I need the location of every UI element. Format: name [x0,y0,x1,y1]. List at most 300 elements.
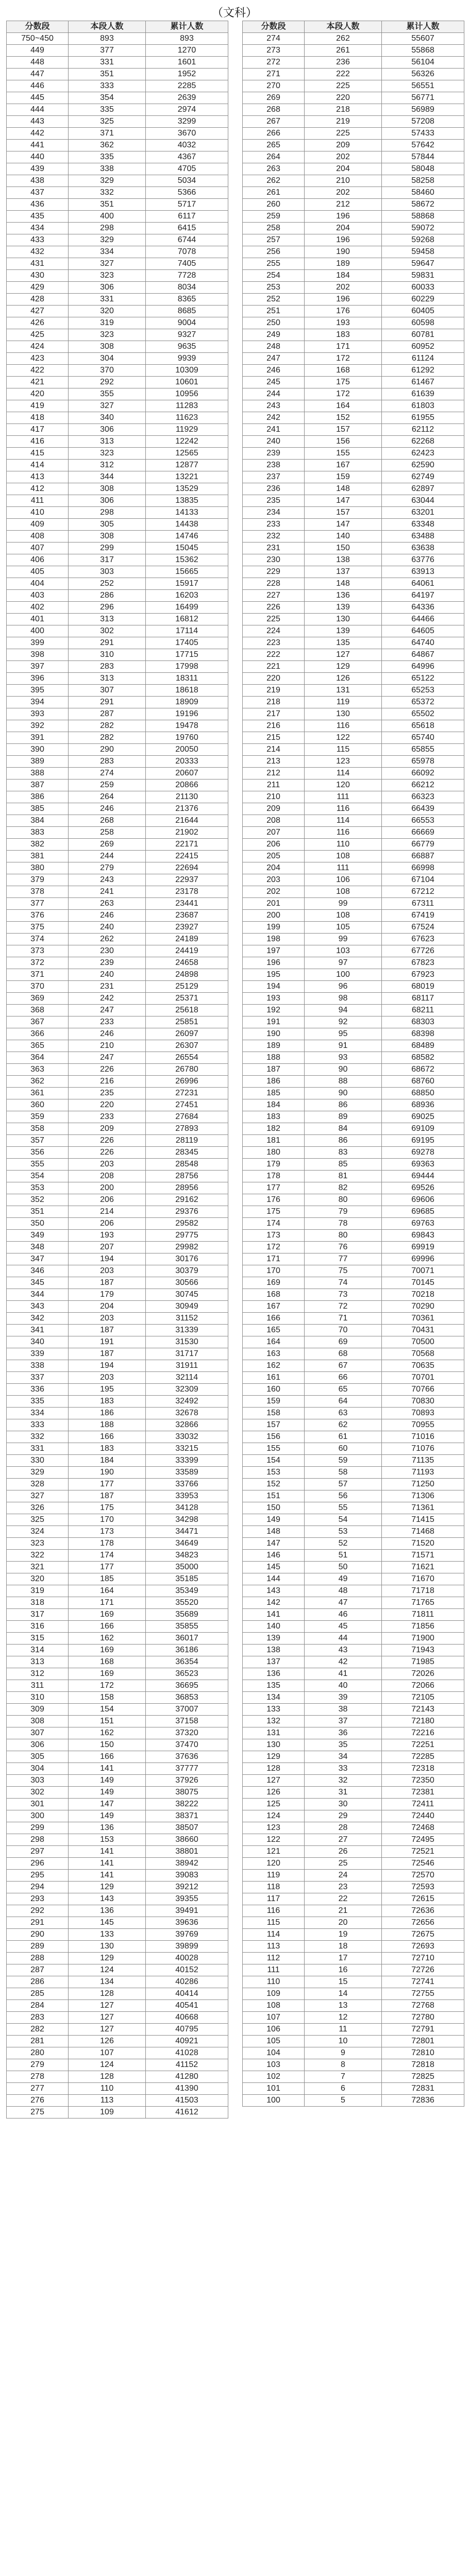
cell-count: 247 [69,1052,146,1064]
cell-score: 265 [243,140,305,151]
cell-score: 223 [243,637,305,649]
cell-cumulative: 71811 [382,1609,464,1621]
cell-count: 140 [305,531,382,543]
table-row [7,1016,228,1028]
cell-cumulative: 60952 [382,341,464,353]
table-row [243,543,464,554]
cell-score: 292 [7,1905,69,1917]
cell-count: 127 [305,649,382,661]
cell-cumulative: 63913 [382,566,464,578]
table-row [243,1360,464,1372]
cell-score: 204 [243,862,305,874]
cell-cumulative: 72105 [382,1692,464,1704]
table-row [7,436,228,448]
cell-count: 184 [305,270,382,282]
table-row [243,507,464,519]
table-row [7,1763,228,1775]
cell-cumulative: 28956 [146,1182,228,1194]
cell-cumulative: 39355 [146,1893,228,1905]
cell-count: 148 [305,578,382,590]
cell-count: 287 [69,708,146,720]
cell-count: 313 [69,436,146,448]
cell-cumulative: 10956 [146,388,228,400]
cell-count: 150 [305,543,382,554]
table-row [243,471,464,483]
cell-score: 106 [243,2024,305,2036]
table-row [7,306,228,317]
cell-cumulative: 65372 [382,697,464,708]
table-row [7,187,228,199]
cell-score: 371 [7,969,69,981]
cell-score: 233 [243,519,305,531]
cell-cumulative: 67104 [382,874,464,886]
cell-count: 207 [69,1242,146,1253]
cell-score: 206 [243,839,305,851]
cell-score: 264 [243,151,305,163]
cell-count: 115 [305,744,382,756]
cell-count: 216 [69,1076,146,1088]
cell-score: 125 [243,1799,305,1810]
cell-score: 148 [243,1526,305,1538]
cell-count: 61 [305,1431,382,1443]
cell-score: 162 [243,1360,305,1372]
cell-cumulative: 24898 [146,969,228,981]
table-row [243,578,464,590]
cell-score: 367 [7,1016,69,1028]
cell-count: 123 [305,756,382,768]
cell-count: 203 [69,1265,146,1277]
cell-cumulative: 15045 [146,543,228,554]
cell-score: 304 [7,1763,69,1775]
table-row [243,1230,464,1242]
table-row [7,388,228,400]
table-row [7,2059,228,2071]
table-row [243,1277,464,1289]
cell-score: 215 [243,732,305,744]
cell-cumulative: 69363 [382,1159,464,1171]
cell-score: 323 [7,1538,69,1550]
cell-cumulative: 41503 [146,2095,228,2107]
cell-count: 304 [69,353,146,365]
table-row [7,827,228,839]
cell-score: 390 [7,744,69,756]
cell-cumulative: 65978 [382,756,464,768]
cell-count: 183 [69,1396,146,1408]
cell-cumulative: 17405 [146,637,228,649]
cell-score: 321 [7,1562,69,1573]
cell-count: 6 [305,2083,382,2095]
cell-count: 262 [69,934,146,945]
cell-cumulative: 4032 [146,140,228,151]
cell-score: 360 [7,1099,69,1111]
cell-count: 34 [305,1751,382,1763]
cell-count: 225 [305,80,382,92]
cell-cumulative: 72780 [382,2012,464,2024]
cell-count: 152 [305,412,382,424]
cell-cumulative: 28756 [146,1171,228,1182]
cell-count: 116 [305,827,382,839]
cell-score: 349 [7,1230,69,1242]
cell-count: 233 [69,1111,146,1123]
cell-score: 423 [7,353,69,365]
cell-cumulative: 21902 [146,827,228,839]
cell-score: 109 [243,1988,305,2000]
cell-cumulative: 70955 [382,1419,464,1431]
cell-cumulative: 61803 [382,400,464,412]
cell-count: 52 [305,1538,382,1550]
cell-cumulative: 63201 [382,507,464,519]
cell-score: 228 [243,578,305,590]
cell-count: 74 [305,1277,382,1289]
table-row [243,1680,464,1692]
cell-score: 210 [243,791,305,803]
cell-cumulative: 66092 [382,768,464,779]
table-row [243,282,464,294]
cell-score: 110 [243,1976,305,1988]
cell-count: 108 [305,886,382,898]
table-row [243,957,464,969]
cell-cumulative: 36017 [146,1633,228,1645]
table-row [7,1230,228,1242]
cell-cumulative: 13221 [146,471,228,483]
table-row [7,1704,228,1716]
cell-score: 319 [7,1585,69,1597]
cell-cumulative: 14133 [146,507,228,519]
cell-cumulative: 21376 [146,803,228,815]
cell-score: 219 [243,685,305,697]
cell-cumulative: 69526 [382,1182,464,1194]
cell-cumulative: 35349 [146,1585,228,1597]
table-row [7,1573,228,1585]
cell-cumulative: 3299 [146,116,228,128]
table-row [243,1040,464,1052]
table-row [243,234,464,246]
table-row [243,1573,464,1585]
table-row [243,1289,464,1301]
table-row [7,1467,228,1479]
cell-count: 351 [69,69,146,80]
cell-cumulative: 25129 [146,981,228,993]
cell-score: 183 [243,1111,305,1123]
cell-cumulative: 68303 [382,1016,464,1028]
cell-score: 137 [243,1656,305,1668]
cell-score: 102 [243,2071,305,2083]
cell-count: 177 [69,1562,146,1573]
cell-cumulative: 34823 [146,1550,228,1562]
cell-cumulative: 71900 [382,1633,464,1645]
cell-score: 147 [243,1538,305,1550]
cell-cumulative: 13835 [146,495,228,507]
cell-cumulative: 72216 [382,1727,464,1739]
cell-count: 13 [305,2000,382,2012]
cell-score: 282 [7,2024,69,2036]
cell-count: 308 [69,341,146,353]
table-row [243,1514,464,1526]
cell-cumulative: 56104 [382,57,464,69]
cell-score: 297 [7,1846,69,1858]
cell-cumulative: 72468 [382,1822,464,1834]
cell-count: 12 [305,2012,382,2024]
cell-cumulative: 66779 [382,839,464,851]
cell-cumulative: 26554 [146,1052,228,1064]
cell-count: 186 [69,1408,146,1419]
cell-score: 198 [243,934,305,945]
cell-score: 163 [243,1348,305,1360]
table-row [7,377,228,388]
cell-score: 136 [243,1668,305,1680]
cell-score: 155 [243,1443,305,1455]
table-row [243,2071,464,2083]
cell-count: 41 [305,1668,382,1680]
cell-score: 394 [7,697,69,708]
table-row [243,1727,464,1739]
table-row [243,258,464,270]
table-row [7,803,228,815]
cell-score: 376 [7,910,69,922]
cell-cumulative: 29162 [146,1194,228,1206]
cell-score: 226 [243,602,305,614]
cell-score: 256 [243,246,305,258]
cell-cumulative: 70893 [382,1408,464,1419]
cell-score: 440 [7,151,69,163]
table-row [7,1870,228,1882]
cell-score: 187 [243,1064,305,1076]
cell-score: 262 [243,175,305,187]
cell-score: 253 [243,282,305,294]
table-row [7,1076,228,1088]
cell-cumulative: 27684 [146,1111,228,1123]
cell-score: 307 [7,1727,69,1739]
cell-count: 274 [69,768,146,779]
table-row [7,768,228,779]
table-row [243,637,464,649]
cell-cumulative: 18618 [146,685,228,697]
cell-cumulative: 69843 [382,1230,464,1242]
cell-score: 290 [7,1929,69,1941]
cell-count: 136 [69,1822,146,1834]
cell-cumulative: 71306 [382,1490,464,1502]
cell-cumulative: 24658 [146,957,228,969]
cell-score: 377 [7,898,69,910]
cell-count: 134 [69,1976,146,1988]
cell-count: 194 [69,1253,146,1265]
cell-count: 27 [305,1834,382,1846]
cell-score: 330 [7,1455,69,1467]
cell-score: 412 [7,483,69,495]
cell-cumulative: 10309 [146,365,228,377]
cell-cumulative: 58048 [382,163,464,175]
cell-count: 111 [305,862,382,874]
cell-count: 116 [305,803,382,815]
cell-score: 166 [243,1313,305,1325]
cell-cumulative: 57433 [382,128,464,140]
cell-count: 323 [69,448,146,460]
table-row [243,661,464,673]
cell-count: 50 [305,1562,382,1573]
table-row [7,1941,228,1953]
table-row [7,993,228,1005]
cell-score: 361 [7,1088,69,1099]
cell-count: 225 [305,128,382,140]
cell-score: 245 [243,377,305,388]
table-row [7,1562,228,1573]
cell-score: 260 [243,199,305,211]
cell-cumulative: 22937 [146,874,228,886]
cell-cumulative: 57208 [382,116,464,128]
cell-score: 284 [7,2000,69,2012]
cell-count: 241 [69,886,146,898]
cell-count: 308 [69,483,146,495]
cell-score: 255 [243,258,305,270]
cell-count: 122 [305,732,382,744]
cell-count: 156 [305,436,382,448]
cell-cumulative: 20333 [146,756,228,768]
cell-score: 356 [7,1147,69,1159]
table-row [243,1799,464,1810]
cell-cumulative: 64466 [382,614,464,625]
cell-count: 136 [305,590,382,602]
cell-count: 203 [69,1159,146,1171]
table-row [243,377,464,388]
table-row [243,708,464,720]
cell-score: 373 [7,945,69,957]
table-row [7,578,228,590]
cell-score: 268 [243,104,305,116]
cell-cumulative: 64740 [382,637,464,649]
cell-cumulative: 64061 [382,578,464,590]
cell-count: 329 [69,234,146,246]
cell-score: 340 [7,1336,69,1348]
cell-score: 419 [7,400,69,412]
table-row [7,1088,228,1099]
table-row [7,1633,228,1645]
table-row [243,175,464,187]
cell-cumulative: 40668 [146,2012,228,2024]
cell-cumulative: 34649 [146,1538,228,1550]
table-row [7,1147,228,1159]
cell-count: 110 [305,839,382,851]
cell-cumulative: 72818 [382,2059,464,2071]
cell-count: 344 [69,471,146,483]
cell-score: 203 [243,874,305,886]
cell-cumulative: 71670 [382,1573,464,1585]
cell-cumulative: 22171 [146,839,228,851]
table-row [243,531,464,543]
cell-count: 37 [305,1716,382,1727]
table-row [243,969,464,981]
table-row [243,1656,464,1668]
table-row [7,412,228,424]
cell-cumulative: 11623 [146,412,228,424]
cell-score: 173 [243,1230,305,1242]
table-row [7,1277,228,1289]
cell-cumulative: 71415 [382,1514,464,1526]
cell-count: 183 [305,329,382,341]
cell-score: 441 [7,140,69,151]
cell-count: 187 [69,1348,146,1360]
cell-score: 118 [243,1882,305,1893]
table-row [243,1988,464,2000]
table-row [243,1953,464,1964]
cell-score: 160 [243,1384,305,1396]
cell-cumulative: 13529 [146,483,228,495]
table-row [243,862,464,874]
cell-cumulative: 14746 [146,531,228,543]
cell-score: 214 [243,744,305,756]
cell-score: 425 [7,329,69,341]
table-row [7,779,228,791]
cell-score: 101 [243,2083,305,2095]
cell-cumulative: 40795 [146,2024,228,2036]
cell-cumulative: 39636 [146,1917,228,1929]
cell-score: 135 [243,1680,305,1692]
cell-count: 90 [305,1064,382,1076]
cell-score: 369 [7,993,69,1005]
cell-cumulative: 71856 [382,1621,464,1633]
table-row [7,128,228,140]
cell-cumulative: 2639 [146,92,228,104]
table-row [243,602,464,614]
cell-score: 405 [7,566,69,578]
cell-cumulative: 22415 [146,851,228,862]
table-row [7,1680,228,1692]
cell-cumulative: 72495 [382,1834,464,1846]
table-row [243,199,464,211]
cell-cumulative: 63638 [382,543,464,554]
cell-cumulative: 27893 [146,1123,228,1135]
table-row [243,329,464,341]
cell-cumulative: 71765 [382,1597,464,1609]
cell-count: 30 [305,1799,382,1810]
cell-score: 175 [243,1206,305,1218]
cell-cumulative: 72726 [382,1964,464,1976]
cell-cumulative: 31339 [146,1325,228,1336]
cell-count: 113 [69,2095,146,2107]
cell-cumulative: 62897 [382,483,464,495]
table-row [7,1479,228,1490]
table-row [7,1253,228,1265]
cell-count: 235 [69,1088,146,1099]
cell-cumulative: 15917 [146,578,228,590]
table-row [243,1502,464,1514]
cell-count: 23 [305,1882,382,1893]
table-row [243,1562,464,1573]
cell-score: 257 [243,234,305,246]
cell-cumulative: 72546 [382,1858,464,1870]
cell-score: 194 [243,981,305,993]
table-row [243,140,464,151]
table-row [7,1206,228,1218]
table-row [243,211,464,223]
cell-cumulative: 70145 [382,1277,464,1289]
cell-cumulative: 38801 [146,1846,228,1858]
table-row [243,1597,464,1609]
cell-score: 351 [7,1206,69,1218]
cell-cumulative: 70701 [382,1372,464,1384]
cell-count: 147 [305,519,382,531]
cell-cumulative: 64867 [382,649,464,661]
table-row [243,1526,464,1538]
cell-cumulative: 2974 [146,104,228,116]
cell-score: 354 [7,1171,69,1182]
table-row [7,1893,228,1905]
table-row [243,981,464,993]
cell-cumulative: 30379 [146,1265,228,1277]
cell-cumulative: 71985 [382,1656,464,1668]
cell-count: 91 [305,1040,382,1052]
cell-count: 24 [305,1870,382,1882]
cell-cumulative: 70568 [382,1348,464,1360]
